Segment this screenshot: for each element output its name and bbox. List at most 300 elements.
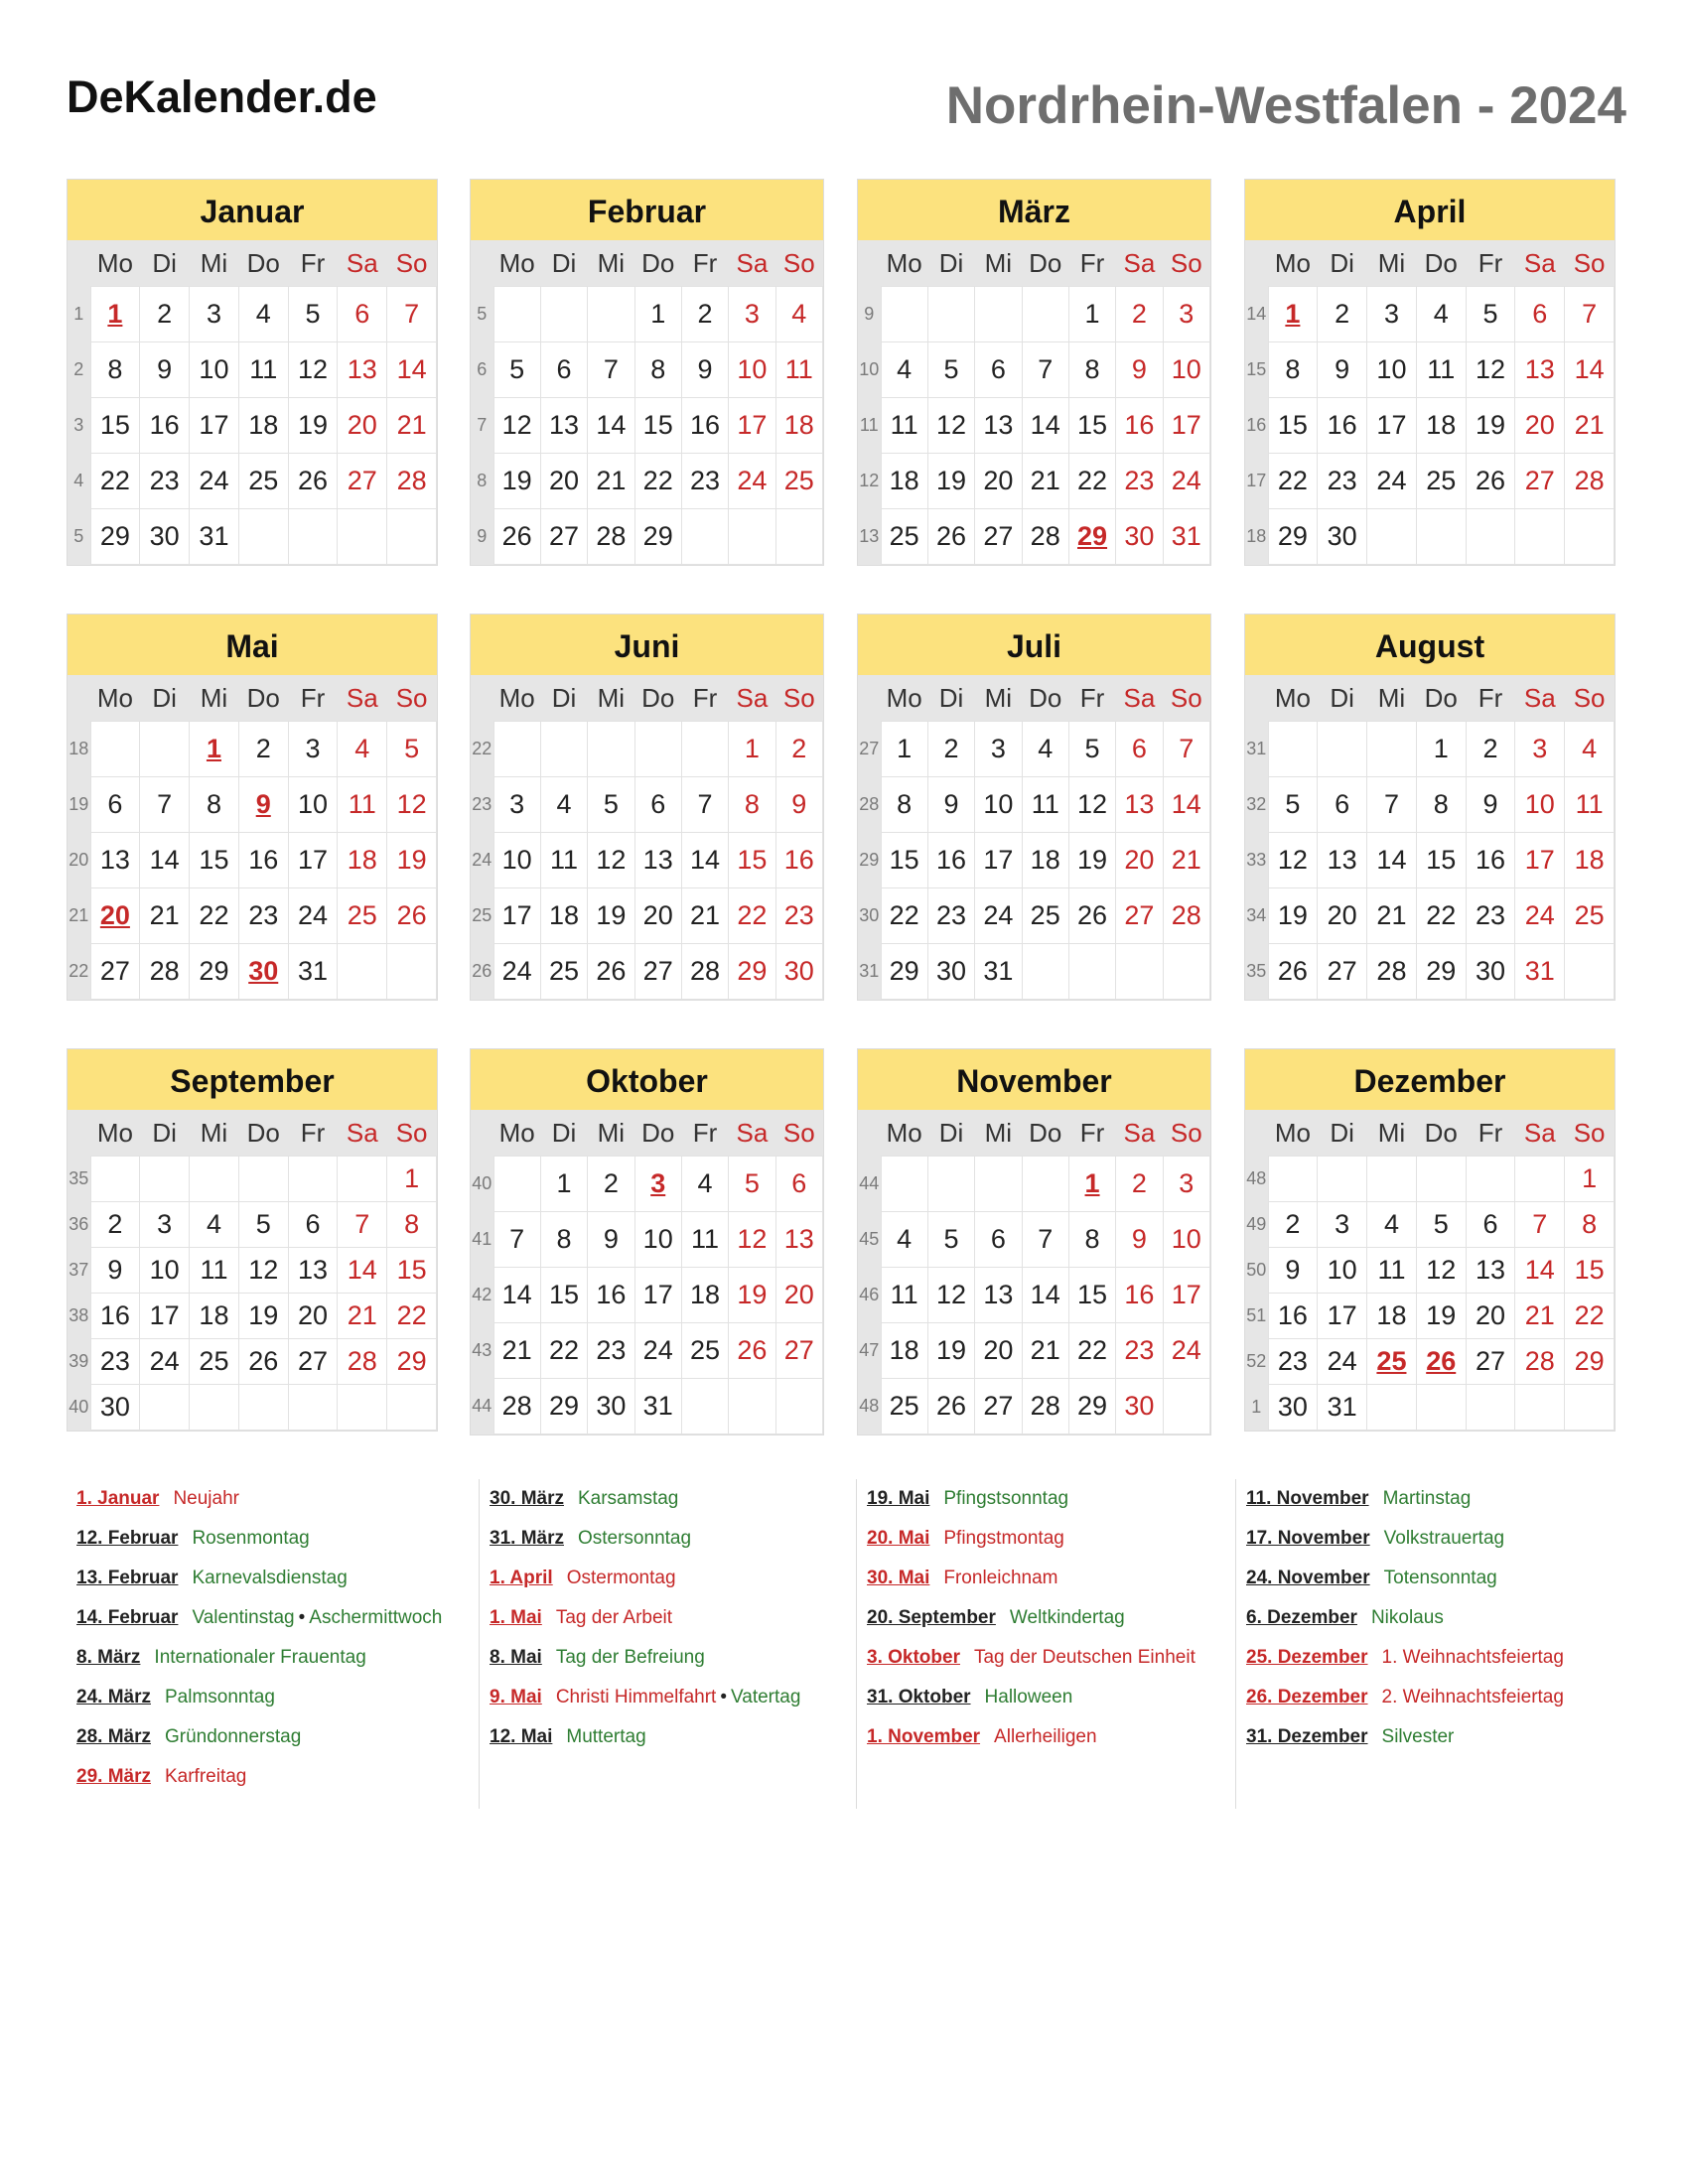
day-cell: 12: [729, 1212, 775, 1268]
week-number: 44: [471, 1379, 493, 1434]
week-number-header: [1245, 1110, 1268, 1157]
day-cell: 24: [975, 888, 1022, 944]
day-cell: 7: [1565, 287, 1615, 342]
day-cell: 11: [338, 777, 387, 833]
week-row: [68, 1202, 437, 1248]
day-cell: 30: [1466, 944, 1515, 1000]
empty-cell: [90, 1157, 140, 1202]
month-table: [858, 240, 1210, 565]
day-cell: 14: [1565, 342, 1615, 398]
weekday-header: Mo: [1268, 675, 1318, 722]
day-cell: 29: [1416, 944, 1466, 1000]
week-row: [858, 833, 1210, 888]
week-row: [1245, 833, 1615, 888]
legend-item: [867, 1598, 1196, 1638]
day-cell: 1: [1416, 722, 1466, 777]
legend-event: Muttertag: [566, 1726, 646, 1747]
day-cell: 12: [493, 398, 540, 454]
month-name: Dezember: [1245, 1049, 1615, 1110]
day-cell: 14: [338, 1248, 387, 1294]
day-cell: 7: [1022, 342, 1068, 398]
week-number: 52: [1245, 1339, 1268, 1385]
week-number-header: [68, 1110, 90, 1157]
week-row: [1245, 509, 1615, 565]
week-number-header: [68, 240, 90, 287]
empty-cell: [975, 1157, 1022, 1212]
day-cell: 15: [387, 1248, 437, 1294]
day-cell: 9: [775, 777, 822, 833]
holiday-legend: [67, 1479, 1629, 1817]
week-row: [68, 888, 437, 944]
day-cell: 28: [140, 944, 190, 1000]
week-row: [1245, 454, 1615, 509]
day-cell: 16: [140, 398, 190, 454]
site-title: DeKalender.de: [67, 71, 377, 122]
legend-separator: •: [720, 1687, 727, 1707]
day-cell: 23: [90, 1339, 140, 1385]
day-cell: 27: [775, 1323, 822, 1379]
day-cell: 4: [1367, 1202, 1417, 1248]
day-cell: 15: [1068, 398, 1115, 454]
month-11: [1244, 1048, 1616, 1432]
week-number-header: [68, 675, 90, 722]
day-cell: 26: [729, 1323, 775, 1379]
day-cell: 19: [1268, 888, 1318, 944]
weekday-header: Fr: [1068, 240, 1115, 287]
week-number-header: [471, 675, 493, 722]
day-cell: 29: [1068, 509, 1115, 565]
weekday-header: Mo: [881, 240, 927, 287]
day-cell: 1: [1268, 287, 1318, 342]
day-cell: 16: [90, 1294, 140, 1339]
day-cell: 11: [190, 1248, 239, 1294]
month-0: [67, 179, 438, 566]
weekday-header: Di: [927, 240, 974, 287]
weekday-header: Di: [540, 1110, 587, 1157]
day-cell: 13: [288, 1248, 338, 1294]
month-7: [1244, 614, 1616, 1001]
empty-cell: [238, 509, 288, 565]
month-table: [471, 1110, 823, 1434]
day-cell: 25: [775, 454, 822, 509]
day-cell: 13: [975, 398, 1022, 454]
month-table: [858, 1110, 1210, 1434]
day-cell: 25: [1565, 888, 1615, 944]
day-cell: 25: [540, 944, 587, 1000]
week-number: 11: [858, 398, 881, 454]
empty-cell: [338, 1385, 387, 1431]
day-cell: 17: [190, 398, 239, 454]
empty-cell: [540, 287, 587, 342]
day-cell: 18: [1416, 398, 1466, 454]
day-cell: 1: [634, 287, 681, 342]
day-cell: 10: [288, 777, 338, 833]
day-cell: 28: [338, 1339, 387, 1385]
empty-cell: [387, 1385, 437, 1431]
day-cell: 10: [1515, 777, 1565, 833]
week-row: [68, 509, 437, 565]
day-cell: 11: [881, 398, 927, 454]
empty-cell: [1367, 722, 1417, 777]
day-cell: 3: [288, 722, 338, 777]
week-row: [1245, 944, 1615, 1000]
day-cell: 8: [1416, 777, 1466, 833]
day-cell: 21: [1163, 833, 1209, 888]
week-row: [68, 1157, 437, 1202]
weekday-header: Fr: [288, 1110, 338, 1157]
day-cell: 6: [338, 287, 387, 342]
day-cell: 21: [1022, 1323, 1068, 1379]
day-cell: 1: [729, 722, 775, 777]
day-cell: 24: [1163, 1323, 1209, 1379]
day-cell: 9: [1318, 342, 1367, 398]
day-cell: 23: [1116, 454, 1163, 509]
empty-cell: [1367, 1385, 1417, 1431]
week-number: 14: [1245, 287, 1268, 342]
day-cell: 23: [775, 888, 822, 944]
weekday-header: Mi: [190, 1110, 239, 1157]
day-cell: 17: [1163, 398, 1209, 454]
day-cell: 7: [1022, 1212, 1068, 1268]
day-cell: 28: [493, 1379, 540, 1434]
day-cell: 19: [238, 1294, 288, 1339]
day-cell: 24: [729, 454, 775, 509]
empty-cell: [1565, 509, 1615, 565]
day-cell: 10: [634, 1212, 681, 1268]
empty-cell: [1515, 509, 1565, 565]
day-cell: 7: [1367, 777, 1417, 833]
day-cell: 12: [1466, 342, 1515, 398]
day-cell: 19: [588, 888, 634, 944]
week-number: 13: [858, 509, 881, 565]
week-number: 40: [471, 1157, 493, 1212]
day-cell: 22: [190, 888, 239, 944]
day-cell: 29: [190, 944, 239, 1000]
empty-cell: [1515, 1157, 1565, 1202]
day-cell: 1: [387, 1157, 437, 1202]
weekday-header: Do: [1416, 240, 1466, 287]
legend-date: 29. März: [76, 1766, 151, 1787]
week-row: [858, 342, 1210, 398]
day-cell: 15: [1565, 1248, 1615, 1294]
day-cell: 7: [681, 777, 728, 833]
day-cell: 27: [1515, 454, 1565, 509]
day-cell: 13: [1116, 777, 1163, 833]
empty-cell: [1068, 944, 1115, 1000]
legend-date: 12. Mai: [490, 1726, 553, 1747]
day-cell: 6: [288, 1202, 338, 1248]
day-cell: 28: [1515, 1339, 1565, 1385]
weekday-header: Sa: [338, 675, 387, 722]
week-number: 2: [68, 342, 90, 398]
week-row: [68, 944, 437, 1000]
day-cell: 21: [387, 398, 437, 454]
day-cell: 26: [493, 509, 540, 565]
empty-cell: [588, 287, 634, 342]
day-cell: 22: [634, 454, 681, 509]
day-cell: 16: [775, 833, 822, 888]
day-cell: 16: [238, 833, 288, 888]
day-cell: 18: [540, 888, 587, 944]
month-name: September: [68, 1049, 437, 1110]
legend-item: [76, 1638, 442, 1678]
legend-item: [867, 1559, 1196, 1598]
day-cell: 14: [1515, 1248, 1565, 1294]
day-cell: 27: [1466, 1339, 1515, 1385]
day-cell: 10: [1318, 1248, 1367, 1294]
week-number: 43: [471, 1323, 493, 1379]
legend-date: 31. Dezember: [1246, 1726, 1368, 1747]
week-row: [858, 454, 1210, 509]
legend-event: 2. Weihnachtsfeiertag: [1381, 1687, 1564, 1707]
legend-event: Allerheiligen: [994, 1726, 1097, 1747]
week-number: 26: [471, 944, 493, 1000]
week-number: 35: [68, 1157, 90, 1202]
month-name: Februar: [471, 180, 823, 240]
week-number: 39: [68, 1339, 90, 1385]
week-number: 16: [1245, 398, 1268, 454]
weekday-header: Do: [238, 240, 288, 287]
day-cell: 1: [881, 722, 927, 777]
empty-cell: [681, 722, 728, 777]
day-cell: 8: [90, 342, 140, 398]
weekday-header: Sa: [1515, 240, 1565, 287]
legend-event: Karnevalsdienstag: [192, 1568, 348, 1588]
legend-event: Aschermittwoch: [309, 1607, 443, 1628]
empty-cell: [729, 1379, 775, 1434]
day-cell: 14: [1022, 1268, 1068, 1323]
week-number: 25: [471, 888, 493, 944]
weekday-header: Mi: [190, 675, 239, 722]
weekday-header: Di: [140, 240, 190, 287]
weekday-header: Do: [238, 1110, 288, 1157]
week-number: 49: [1245, 1202, 1268, 1248]
week-row: [1245, 888, 1615, 944]
legend-item: [490, 1479, 800, 1519]
legend-date: 1. November: [867, 1726, 981, 1747]
day-cell: 3: [1163, 1157, 1209, 1212]
weekday-header: So: [1565, 1110, 1615, 1157]
empty-cell: [190, 1385, 239, 1431]
week-row: [1245, 342, 1615, 398]
week-number-header: [858, 1110, 881, 1157]
day-cell: 19: [927, 454, 974, 509]
day-cell: 12: [927, 1268, 974, 1323]
week-number: 27: [858, 722, 881, 777]
day-cell: 11: [1367, 1248, 1417, 1294]
empty-cell: [1367, 509, 1417, 565]
legend-event: Volkstrauertag: [1383, 1528, 1505, 1549]
day-cell: 2: [90, 1202, 140, 1248]
day-cell: 13: [338, 342, 387, 398]
months-grid: [67, 179, 1629, 1449]
day-cell: 22: [881, 888, 927, 944]
day-cell: 18: [1022, 833, 1068, 888]
empty-cell: [493, 287, 540, 342]
week-row: [68, 454, 437, 509]
day-cell: 21: [493, 1323, 540, 1379]
legend-item: [1246, 1598, 1564, 1638]
day-cell: 21: [1367, 888, 1417, 944]
day-cell: 17: [1515, 833, 1565, 888]
weekday-header: Mi: [588, 1110, 634, 1157]
day-cell: 24: [493, 944, 540, 1000]
day-cell: 8: [387, 1202, 437, 1248]
day-cell: 10: [975, 777, 1022, 833]
week-number: 17: [1245, 454, 1268, 509]
day-cell: 4: [1022, 722, 1068, 777]
day-cell: 15: [729, 833, 775, 888]
day-cell: 16: [681, 398, 728, 454]
week-row: [471, 944, 823, 1000]
day-cell: 3: [634, 1157, 681, 1212]
day-cell: 18: [775, 398, 822, 454]
day-cell: 3: [140, 1202, 190, 1248]
day-cell: 10: [729, 342, 775, 398]
empty-cell: [1163, 944, 1209, 1000]
empty-cell: [540, 722, 587, 777]
legend-date: 1. Januar: [76, 1488, 160, 1509]
weekday-header: Fr: [1466, 675, 1515, 722]
day-cell: 14: [588, 398, 634, 454]
week-number: 23: [471, 777, 493, 833]
legend-item: [867, 1519, 1196, 1559]
day-cell: 2: [775, 722, 822, 777]
legend-date: 24. November: [1246, 1568, 1370, 1588]
empty-cell: [90, 722, 140, 777]
week-row: [858, 1268, 1210, 1323]
day-cell: 4: [681, 1157, 728, 1212]
week-row: [68, 1339, 437, 1385]
week-number: 40: [68, 1385, 90, 1431]
day-cell: 14: [1367, 833, 1417, 888]
weekday-header: Fr: [681, 1110, 728, 1157]
week-row: [1245, 398, 1615, 454]
legend-date: 9. Mai: [490, 1687, 542, 1707]
legend-column-2: [856, 1479, 1196, 1809]
day-cell: 20: [540, 454, 587, 509]
day-cell: 23: [681, 454, 728, 509]
legend-item: [490, 1678, 800, 1717]
legend-date: 19. Mai: [867, 1488, 930, 1509]
legend-event: Martinstag: [1382, 1488, 1472, 1509]
day-cell: 29: [729, 944, 775, 1000]
day-cell: 2: [1116, 1157, 1163, 1212]
day-cell: 30: [140, 509, 190, 565]
legend-date: 14. Februar: [76, 1607, 179, 1628]
legend-date: 28. März: [76, 1726, 151, 1747]
legend-date: 1. April: [490, 1568, 553, 1588]
day-cell: 21: [1565, 398, 1615, 454]
day-cell: 28: [1022, 1379, 1068, 1434]
day-cell: 11: [881, 1268, 927, 1323]
weekday-header: Fr: [288, 240, 338, 287]
week-number: 1: [1245, 1385, 1268, 1431]
weekday-header: Do: [634, 240, 681, 287]
empty-cell: [1268, 1157, 1318, 1202]
week-number: 38: [68, 1294, 90, 1339]
empty-cell: [634, 722, 681, 777]
day-cell: 22: [90, 454, 140, 509]
day-cell: 18: [1367, 1294, 1417, 1339]
weekday-header: Do: [1022, 1110, 1068, 1157]
weekday-header: Di: [140, 1110, 190, 1157]
day-cell: 15: [1416, 833, 1466, 888]
week-number: 50: [1245, 1248, 1268, 1294]
day-cell: 31: [1318, 1385, 1367, 1431]
day-cell: 25: [338, 888, 387, 944]
weekday-header: So: [1565, 675, 1615, 722]
day-cell: 25: [190, 1339, 239, 1385]
day-cell: 11: [540, 833, 587, 888]
week-row: [1245, 1248, 1615, 1294]
month-9: [470, 1048, 824, 1435]
day-cell: 15: [881, 833, 927, 888]
day-cell: 19: [729, 1268, 775, 1323]
empty-cell: [775, 509, 822, 565]
week-number: 19: [68, 777, 90, 833]
day-cell: 2: [927, 722, 974, 777]
week-number: 30: [858, 888, 881, 944]
day-cell: 20: [90, 888, 140, 944]
day-cell: 3: [1367, 287, 1417, 342]
month-name: April: [1245, 180, 1615, 240]
week-row: [471, 833, 823, 888]
day-cell: 29: [1068, 1379, 1115, 1434]
day-cell: 19: [927, 1323, 974, 1379]
day-cell: 29: [1268, 509, 1318, 565]
empty-cell: [338, 509, 387, 565]
empty-cell: [1565, 944, 1615, 1000]
legend-event: 1. Weihnachtsfeiertag: [1381, 1647, 1564, 1668]
day-cell: 17: [1367, 398, 1417, 454]
empty-cell: [190, 1157, 239, 1202]
week-row: [68, 722, 437, 777]
weekday-header: Sa: [338, 240, 387, 287]
day-cell: 17: [493, 888, 540, 944]
empty-cell: [588, 722, 634, 777]
day-cell: 7: [140, 777, 190, 833]
week-row: [471, 722, 823, 777]
weekday-header: Mi: [975, 240, 1022, 287]
month-table: [1245, 1110, 1615, 1431]
day-cell: 24: [288, 888, 338, 944]
legend-item: [867, 1678, 1196, 1717]
week-number-header: [858, 240, 881, 287]
empty-cell: [1116, 944, 1163, 1000]
day-cell: 20: [1466, 1294, 1515, 1339]
weekday-header: So: [775, 675, 822, 722]
day-cell: 18: [681, 1268, 728, 1323]
day-cell: 13: [1318, 833, 1367, 888]
weekday-header: Mo: [493, 240, 540, 287]
day-cell: 31: [1163, 509, 1209, 565]
day-cell: 6: [775, 1157, 822, 1212]
day-cell: 27: [1318, 944, 1367, 1000]
day-cell: 11: [1416, 342, 1466, 398]
empty-cell: [338, 944, 387, 1000]
day-cell: 18: [190, 1294, 239, 1339]
week-row: [471, 888, 823, 944]
empty-cell: [1515, 1385, 1565, 1431]
week-row: [1245, 1339, 1615, 1385]
month-table: [858, 675, 1210, 1000]
legend-event: Christi Himmelfahrt: [555, 1687, 717, 1707]
weekday-header: Fr: [1068, 675, 1115, 722]
week-number-header: [1245, 240, 1268, 287]
empty-cell: [975, 287, 1022, 342]
month-6: [857, 614, 1211, 1001]
